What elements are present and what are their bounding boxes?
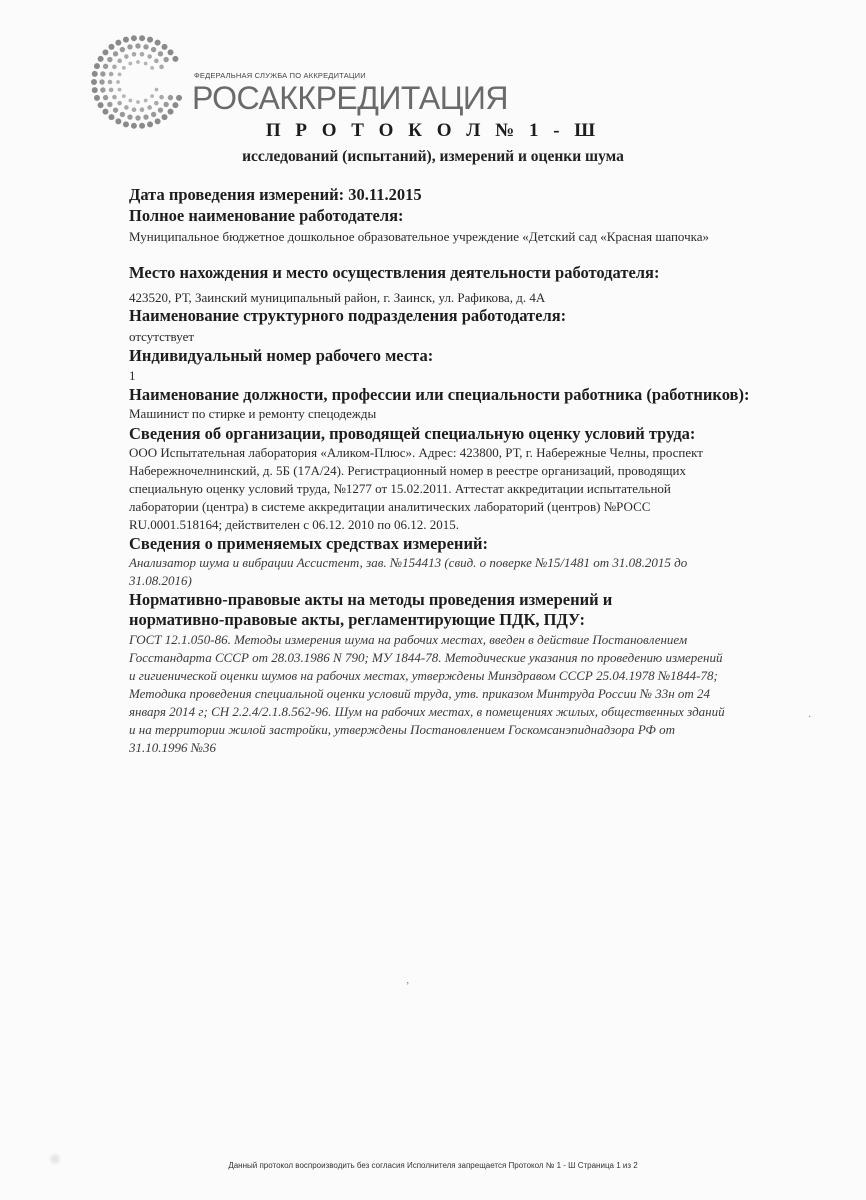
logo-dot (118, 72, 122, 76)
logo-dot (127, 44, 132, 49)
instruments-line: 31.08.2016) (129, 573, 192, 588)
measurement-date: Дата проведения измерений: 30.11.2015 (129, 185, 422, 204)
logo-dot (116, 80, 120, 84)
logo-dot (168, 49, 174, 55)
logo-dot (159, 65, 164, 70)
logo-dot (112, 95, 117, 100)
organization-line: RU.0001.518164; действителен с 06.12. 2010 по 06.12. 2015. (129, 517, 459, 532)
logo-dot (135, 43, 140, 48)
logo-dot (122, 66, 126, 70)
logo-dot (147, 54, 152, 59)
logo-dot (103, 64, 108, 69)
logo-dot (140, 52, 145, 57)
logo-dot (136, 100, 140, 104)
logo-dot (98, 102, 104, 108)
logo-dot (154, 101, 159, 106)
logo-dot (100, 87, 105, 92)
logo-dot (155, 88, 159, 92)
logo-dot (132, 52, 137, 57)
logo-dot (150, 66, 154, 70)
logo-dot (107, 57, 112, 62)
logo-dot (113, 51, 118, 56)
logo-subtitle: ФЕДЕРАЛЬНАЯ СЛУЖБА ПО АККРЕДИТАЦИИ (194, 71, 366, 80)
logo-dot (176, 95, 182, 101)
logo-dot (122, 94, 126, 98)
logo-dot (136, 60, 140, 64)
logo-dot (108, 44, 114, 50)
scan-speck: ‚ (406, 975, 410, 986)
logo-dot (112, 65, 117, 70)
scan-speck: · (808, 712, 812, 723)
logo-dot (94, 63, 100, 69)
logo-dot (151, 47, 156, 52)
organization-line: Набережночелнинский, д. 5Б (17А/24). Регистрационный номер в реестре организаций, проводящих (129, 463, 686, 478)
logo-dot (144, 99, 148, 103)
organization-line: ООО Испытательная лаборатория «Аликом-Плюс». Адрес: 423800, РТ, г. Набережные Челны, проспект (129, 445, 703, 460)
logo-dot (102, 109, 108, 115)
logo-dot (154, 59, 159, 64)
position-value: Машинист по стирке и ремонту спецодежды (129, 406, 377, 421)
logo-dot (109, 72, 114, 77)
logo-dot (147, 37, 153, 43)
position-label: Наименование должности, профессии или специальности работника (работников): (129, 385, 750, 404)
document-title: П Р О Т О К О Л № 1 - Ш (265, 120, 601, 141)
logo-dot (163, 102, 168, 107)
workplace-number-value: 1 (129, 368, 136, 383)
norms-line: Госстандарта СССР от 28.03.1986 N 790; МУ 1844-78. Методические указания по проведению измерений (129, 650, 723, 665)
page-footer: Данный протокол воспроизводить без согласия Исполнителя запрещается Протокол № 1 - Ш Страница 1 из 2 (228, 1161, 638, 1170)
logo-dot (118, 88, 122, 92)
logo-dot (172, 102, 178, 108)
logo-dot (102, 49, 108, 55)
logo-dot (127, 114, 132, 119)
logo-dot (159, 95, 164, 100)
instruments-label: Сведения о применяемых средствах измерений: (129, 534, 488, 553)
logo-dot (124, 54, 129, 59)
logo-dot (132, 107, 137, 112)
logo-dot (120, 112, 125, 117)
logo-dot (143, 44, 148, 49)
logo-dot (117, 59, 122, 64)
logo-dot (113, 107, 118, 112)
logo-dot (158, 51, 163, 56)
subdivision-label: Наименование структурного подразделения работодателя: (129, 306, 567, 325)
location-label: Место нахождения и место осуществления деятельности работодателя: (129, 263, 660, 282)
logo-dot (108, 80, 113, 85)
norms-line: Методика проведения специальной оценки условий труда, утв. приказом Минтруда России № 33н от 24 (129, 686, 711, 701)
employer-label: Полное наименование работодателя: (129, 206, 404, 225)
logo-dot (128, 62, 132, 66)
norms-line: 31.10.1996 №36 (129, 740, 217, 755)
logo-dot (151, 112, 156, 117)
logo-dot (123, 37, 129, 43)
logo-dot (158, 107, 163, 112)
logo-dot (120, 47, 125, 52)
norms-line: января 2014 г; СН 2.2.4/2.1.8.562-96. Шум на рабочих местах, в помещениях жилых, общественных зданий (129, 704, 725, 719)
subdivision-value: отсутствует (129, 329, 195, 344)
logo-dot (139, 35, 145, 41)
norms-line: и на территории жилой застройки, утверждены Постановлением Госкомсанэпиднадзора РФ от (129, 722, 676, 737)
logo-dot (117, 101, 122, 106)
workplace-number-label: Индивидуальный номер рабочего места: (129, 346, 434, 365)
logo-dot (91, 79, 97, 85)
logo-dot (128, 99, 132, 103)
norms-line: и гигиенической оценки шумов на рабочих местах, утверждены Минздравом СССР 25.04.1978 №1844-78; (129, 668, 718, 683)
logo-dot (155, 40, 161, 46)
logo-dot (94, 95, 100, 101)
norms-label: Нормативно-правовые акты на методы проведения измерений и (129, 590, 613, 609)
logo-dot (107, 102, 112, 107)
logo-dot (162, 44, 168, 50)
document-subtitle: исследований (испытаний), измерений и оценки шума (242, 148, 624, 165)
logo-dot (98, 56, 104, 62)
logo-dot (131, 35, 137, 41)
logo-dot (163, 57, 168, 62)
organization-line: специальную оценку условий труда, №1277 от 15.02.2011. Аттестат аккредитации испытательной (129, 481, 671, 496)
organization-label: Сведения об организации, проводящей специальную оценку условий труда: (129, 424, 696, 443)
norms-line: ГОСТ 12.1.050-86. Методы измерения шума на рабочих местах, введен в действие Постановлением (129, 632, 688, 647)
logo-dot (150, 94, 154, 98)
norms-label: нормативно-правовые акты, регламентирующие ПДК, ПДУ: (129, 610, 586, 629)
instruments-line: Анализатор шума и вибрации Ассистент, зав. №154413 (свид. о поверке №15/1481 от 31.08.2015 до (129, 555, 688, 570)
employer-value: Муниципальное бюджетное дошкольное образовательное учреждение «Детский сад «Красная шапочка» (129, 229, 710, 244)
logo-dot (92, 87, 98, 93)
location-value: 423520, РТ, Заинский муниципальный район, г. Заинск, ул. Рафикова, д. 4А (129, 290, 546, 305)
logo-dot (168, 109, 174, 115)
logo-dot (147, 105, 152, 110)
logo-dot (100, 71, 105, 76)
logo-dot (115, 40, 121, 46)
logo-dot (99, 79, 104, 84)
logo-dot (143, 114, 148, 119)
logo-dot (92, 71, 98, 77)
organization-line: лаборатории (центра) в системе аккредитации аналитических лабораторий (центров) №РОСС (129, 499, 651, 514)
logo-dot (144, 62, 148, 66)
logo-dot (109, 88, 114, 93)
rosaccreditation-logo (86, 28, 509, 134)
logo-title: РОСАККРЕДИТАЦИЯ (192, 80, 509, 116)
logo-dot (172, 56, 178, 62)
globe-dots-icon (86, 28, 196, 134)
logo-dot (124, 105, 129, 110)
logo-dot (140, 107, 145, 112)
logo-dot (103, 95, 108, 100)
logo-dot (168, 95, 173, 100)
